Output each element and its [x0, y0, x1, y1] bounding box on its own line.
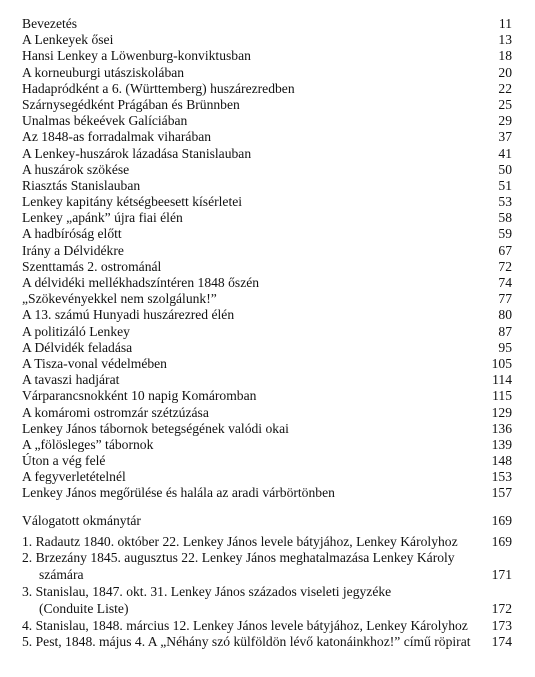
- toc-entry-title: Lenkey „apánk” újra fiai élén: [22, 210, 183, 226]
- toc-entry[interactable]: [22, 210, 512, 226]
- toc-entry-page-number: 157: [491, 485, 512, 501]
- toc-entry-page-number: 13: [498, 32, 512, 48]
- document-title-continuation: (Conduite Liste): [39, 600, 129, 616]
- toc-entry[interactable]: [22, 437, 512, 453]
- toc-entry[interactable]: [22, 453, 512, 469]
- toc-entry-page-number: 139: [491, 436, 512, 452]
- document-title-line: 4. Stanislau, 1848. március 12. Lenkey János levele bátyjához, Lenkey Károlyhoz: [22, 617, 468, 633]
- toc-entry-title: Riasztás Stanislauban: [22, 177, 141, 193]
- toc-entry-page-number: 53: [498, 194, 512, 210]
- toc-entry-page-number: 22: [498, 80, 512, 96]
- toc-document-entry[interactable]: [22, 550, 512, 584]
- toc-entry-title: Lenkey János tábornok betegségének valódi okai: [22, 420, 289, 436]
- toc-section-heading[interactable]: [22, 511, 512, 530]
- toc-entry-page-number: 18: [498, 48, 512, 64]
- toc-document-entry[interactable]: [22, 618, 512, 635]
- toc-entry-title: A „fölösleges” tábornok: [22, 436, 154, 452]
- toc-entry[interactable]: [22, 81, 512, 97]
- toc-entry-title: Szárnysegédként Prágában és Brünnben: [22, 96, 240, 112]
- toc-entry-title: A hadbíróság előtt: [22, 226, 122, 242]
- toc-entry-page-number: 41: [498, 145, 512, 161]
- document-title-line: 2. Brzezány 1845. augusztus 22. Lenkey János meghatalmazása Lenkey Károly: [22, 550, 455, 566]
- toc-entry-title: Lenkey János megőrülése és halála az aradi várbörtönben: [22, 485, 335, 501]
- section-title: Válogatott okmánytár: [22, 512, 141, 528]
- toc-entry[interactable]: [22, 340, 512, 356]
- toc-entry-title: A fegyverletételnél: [22, 469, 126, 485]
- toc-entry[interactable]: [22, 307, 512, 323]
- toc-entry[interactable]: [22, 146, 512, 162]
- document-page-number: 171: [491, 567, 512, 583]
- toc-entry[interactable]: [22, 65, 512, 81]
- toc-entry-page-number: 59: [498, 226, 512, 242]
- toc-entry[interactable]: [22, 243, 512, 259]
- document-title-line: 5. Pest, 1848. május 4. A „Néhány szó külföldön lévő katonáinkhoz!” című röpirat: [22, 634, 471, 650]
- toc-entry-title: A huszárok szökése: [22, 161, 130, 177]
- document-page-number: 173: [491, 617, 512, 633]
- toc-document-list: [22, 534, 512, 652]
- toc-entry-page-number: 115: [492, 388, 512, 404]
- toc-entry[interactable]: [22, 113, 512, 129]
- toc-entry-title: „Szökevényekkel nem szolgálunk!”: [22, 291, 217, 307]
- toc-entry-page-number: 11: [498, 16, 512, 31]
- toc-entry-title: Irány a Délvidékre: [22, 242, 124, 258]
- toc-entry-title: Bevezetés: [22, 16, 78, 31]
- toc-entry[interactable]: [22, 129, 512, 145]
- toc-entry-title: A délvidéki mellékhadszíntéren 1848 őszén: [22, 275, 260, 290]
- toc-entry-title: A tavaszi hadjárat: [22, 372, 120, 388]
- toc-entry-title: A Tisza-vonal védelmében: [22, 355, 167, 371]
- toc-entry-page-number: 37: [498, 129, 512, 145]
- toc-entry-title: Lenkey kapitány kétségbeesett kísérletei: [22, 194, 243, 210]
- toc-entry-page-number: 153: [491, 469, 512, 485]
- toc-entry-page-number: 129: [491, 404, 512, 420]
- toc-entry-page-number: 105: [491, 355, 512, 371]
- toc-entry-page-number: 29: [498, 113, 512, 129]
- toc-entry-page-number: 148: [491, 453, 512, 469]
- toc-entry[interactable]: [22, 469, 512, 485]
- document-title-line: 3. Stanislau, 1847. okt. 31. Lenkey János százados viseleti jegyzéke: [22, 584, 392, 600]
- toc-entry-page-number: 114: [492, 372, 512, 388]
- toc-entry[interactable]: [22, 356, 512, 372]
- toc-entry-page-number: 20: [498, 64, 512, 80]
- toc-chapter-list: [22, 16, 512, 502]
- toc-entry[interactable]: [22, 97, 512, 113]
- toc-entry[interactable]: [22, 32, 512, 48]
- toc-entry-title: A Lenkeyek ősei: [22, 32, 114, 48]
- toc-entry-title: Az 1848-as forradalmak viharában: [22, 129, 212, 145]
- toc-entry-page-number: 80: [498, 307, 512, 323]
- toc-entry-page-number: 50: [498, 161, 512, 177]
- toc-entry-page-number: 95: [498, 339, 512, 355]
- toc-entry[interactable]: [22, 405, 512, 421]
- toc-entry[interactable]: [22, 372, 512, 388]
- toc-entry[interactable]: [22, 48, 512, 64]
- toc-entry-page-number: 74: [498, 275, 512, 290]
- toc-document-entry[interactable]: [22, 584, 512, 618]
- toc-entry-title: A Délvidék feladása: [22, 339, 133, 355]
- toc-document-entry[interactable]: [22, 534, 512, 551]
- toc-entry-title: Unalmas békeévek Galíciában: [22, 113, 188, 129]
- toc-entry-page-number: 77: [498, 291, 512, 307]
- toc-entry[interactable]: [22, 178, 512, 194]
- table-of-contents: [22, 16, 512, 651]
- toc-entry[interactable]: [22, 194, 512, 210]
- toc-entry-page-number: 51: [498, 177, 512, 193]
- toc-entry-title: Szenttamás 2. ostrománál: [22, 258, 162, 274]
- section-page-number: 169: [491, 512, 512, 528]
- toc-entry-page-number: 72: [498, 258, 512, 274]
- toc-entry[interactable]: [22, 324, 512, 340]
- toc-entry-title: A politizáló Lenkey: [22, 323, 130, 339]
- toc-entry[interactable]: [22, 16, 512, 32]
- toc-document-entry[interactable]: [22, 634, 512, 651]
- toc-entry-page-number: 87: [498, 323, 512, 339]
- toc-entry-title: A korneuburgi utásziskolában: [22, 64, 185, 80]
- toc-entry-title: A 13. számú Hunyadi huszárezred élén: [22, 307, 235, 323]
- toc-entry-title: A komáromi ostromzár szétzúzása: [22, 404, 209, 420]
- document-title-continuation: számára: [39, 567, 84, 583]
- document-page-number: 169: [491, 533, 512, 549]
- toc-entry-title: Úton a vég felé: [22, 453, 106, 469]
- toc-entry[interactable]: [22, 388, 512, 404]
- spacer: [22, 502, 512, 511]
- toc-entry-page-number: 25: [498, 96, 512, 112]
- toc-entry-page-number: 58: [498, 210, 512, 226]
- toc-entry[interactable]: [22, 485, 512, 501]
- toc-entry-title: Hansi Lenkey a Löwenburg-konviktusban: [22, 48, 251, 64]
- toc-entry[interactable]: [22, 162, 512, 178]
- toc-entry-page-number: 136: [491, 420, 512, 436]
- toc-entry[interactable]: [22, 259, 512, 275]
- toc-entry[interactable]: [22, 421, 512, 437]
- toc-entry-title: Várparancsnokként 10 napig Komáromban: [22, 388, 257, 404]
- document-page-number: 172: [491, 600, 512, 616]
- toc-entry-title: Hadapródként a 6. (Württemberg) huszárezredben: [22, 80, 295, 96]
- toc-entry-title: A Lenkey-huszárok lázadása Stanislauban: [22, 145, 252, 161]
- toc-entry[interactable]: [22, 275, 512, 291]
- toc-entry[interactable]: [22, 226, 512, 242]
- document-page-number: 174: [491, 634, 512, 650]
- toc-entry-page-number: 67: [498, 242, 512, 258]
- document-title-line: 1. Radautz 1840. október 22. Lenkey János levele bátyjához, Lenkey Károlyhoz: [22, 533, 458, 549]
- toc-entry[interactable]: [22, 291, 512, 307]
